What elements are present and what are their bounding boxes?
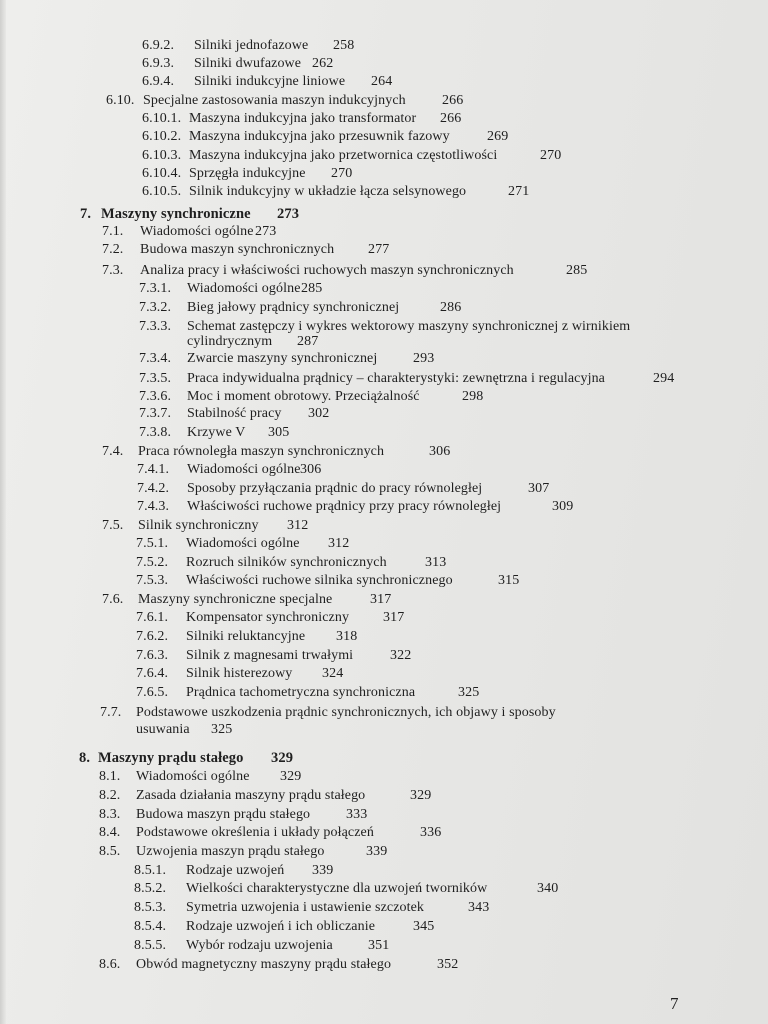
section-title: Rodzaje uzwojeń <box>186 863 285 878</box>
page-ref: 325 <box>211 722 233 737</box>
section-title: Sposoby przyłączania prądnic do pracy równoległej <box>187 481 483 496</box>
page-ref: 325 <box>458 685 480 700</box>
section-number: 7.4.2. <box>137 481 170 496</box>
section-title: Budowa maszyn synchronicznych <box>140 242 335 257</box>
chapter-title: Maszyny synchroniczne <box>101 206 251 222</box>
section-title: Maszyna indukcyjna jako przetwornica częstotliwości <box>189 148 498 163</box>
page-ref: 315 <box>498 573 520 588</box>
section-number: 8.2. <box>99 788 121 803</box>
page-ref: 318 <box>336 629 358 644</box>
page-ref: 273 <box>255 224 277 239</box>
section-title: Silniki dwufazowe <box>194 56 302 71</box>
section-number: 7.3.4. <box>139 351 172 366</box>
page-ref: 271 <box>508 184 530 199</box>
section-title: Podstawowe uszkodzenia prądnic synchronicznych, ich objawy i sposoby <box>136 705 556 720</box>
section-number: 8.5.1. <box>134 863 167 878</box>
page-number: 7 <box>670 994 679 1013</box>
section-title: Specjalne zastosowania maszyn indukcyjnych <box>143 93 406 108</box>
page-ref: 273 <box>277 206 300 222</box>
section-title: Praca indywidualna prądnicy – charakterystyki: zewnętrzna i regulacyjna <box>187 371 605 386</box>
page-ref: 317 <box>370 592 392 607</box>
section-title: Silnik histerezowy <box>186 666 293 681</box>
section-number: 6.10.3. <box>142 148 182 163</box>
section-title: Wiadomości ogólne <box>136 769 250 784</box>
section-title: Rozruch silników synchronicznych <box>186 555 387 570</box>
section-title: Sprzęgła indukcyjne <box>189 166 306 181</box>
section-number: 6.9.3. <box>142 56 175 71</box>
page-ref: 313 <box>425 555 447 570</box>
section-number: 7.3.5. <box>139 371 172 386</box>
section-number: 7.5.1. <box>136 536 169 551</box>
section-number: 7.6. <box>102 592 124 607</box>
page-ref: 294 <box>653 371 675 386</box>
section-title: Schemat zastępczy i wykres wektorowy maszyny synchronicznej z wirnikiem <box>187 319 631 334</box>
section-number: 7.5. <box>102 518 124 533</box>
section-number: 7.1. <box>102 224 124 239</box>
section-number: 7.3.7. <box>139 406 172 421</box>
section-number: 6.10.5. <box>142 184 182 199</box>
section-number: 7.2. <box>102 242 124 257</box>
page-ref: 293 <box>413 351 435 366</box>
page-ref: 333 <box>346 807 368 822</box>
section-title-continuation: cylindrycznym <box>187 334 273 349</box>
page-ref: 317 <box>383 610 405 625</box>
section-number: 8.5.4. <box>134 919 167 934</box>
page-ref: 329 <box>410 788 432 803</box>
section-number: 7.3.3. <box>139 319 172 334</box>
section-number: 8.5.3. <box>134 900 167 915</box>
section-number: 7.6.4. <box>136 666 169 681</box>
section-number: 8.5.2. <box>134 881 167 896</box>
section-title: Moc i moment obrotowy. Przeciążalność <box>187 389 420 404</box>
section-title: Wiadomości ogólne <box>187 281 301 296</box>
page-ref: 285 <box>566 263 588 278</box>
section-number: 7.6.3. <box>136 648 169 663</box>
section-number: 6.10.1. <box>142 111 182 126</box>
section-number: 6.9.2. <box>142 38 175 53</box>
section-title: Wielkości charakterystyczne dla uzwojeń tworników <box>186 881 488 896</box>
chapter-number: 7. <box>80 206 92 222</box>
section-title: Bieg jałowy prądnicy synchronicznej <box>187 300 400 315</box>
section-number: 8.3. <box>99 807 121 822</box>
page-ref: 264 <box>371 74 393 89</box>
section-number: 7.3.6. <box>139 389 172 404</box>
page-ref: 306 <box>300 462 322 477</box>
page-ref: 266 <box>442 93 464 108</box>
page-ref: 302 <box>308 406 330 421</box>
section-title: Symetria uzwojenia i ustawienie szczotek <box>186 900 425 915</box>
section-number: 8.4. <box>99 825 121 840</box>
section-number: 7.6.1. <box>136 610 169 625</box>
page-ref: 306 <box>429 444 451 459</box>
page-ref: 324 <box>322 666 344 681</box>
section-title: Praca równoległa maszyn synchronicznych <box>138 444 385 459</box>
section-title: Zwarcie maszyny synchronicznej <box>187 351 378 366</box>
section-title: Wiadomości ogólne <box>140 224 254 239</box>
section-title: Kompensator synchroniczny <box>186 610 350 625</box>
page-ref: 312 <box>287 518 309 533</box>
section-number: 7.3.8. <box>139 425 172 440</box>
section-number: 7.4. <box>102 444 124 459</box>
page-ref: 298 <box>462 389 484 404</box>
chapter-number: 8. <box>79 750 91 766</box>
section-title: Maszyny synchroniczne specjalne <box>138 592 333 607</box>
section-number: 6.10.4. <box>142 166 182 181</box>
section-title: Wybór rodzaju uzwojenia <box>186 938 333 953</box>
page-ref: 340 <box>537 881 559 896</box>
page-ref: 351 <box>368 938 390 953</box>
chapter-title: Maszyny prądu stałego <box>98 750 244 766</box>
section-title: Silniki jednofazowe <box>194 38 309 53</box>
page-ref: 309 <box>552 499 574 514</box>
section-title: Silnik synchroniczny <box>138 518 259 533</box>
page-ref: 286 <box>440 300 462 315</box>
page-ref: 277 <box>368 242 390 257</box>
page-ref: 258 <box>333 38 355 53</box>
page-ref: 305 <box>268 425 290 440</box>
section-title: Zasada działania maszyny prądu stałego <box>136 788 366 803</box>
section-title: Obwód magnetyczny maszyny prądu stałego <box>136 957 392 972</box>
section-number: 7.5.2. <box>136 555 169 570</box>
page-ref: 345 <box>413 919 435 934</box>
section-title: Silnik indukcyjny w układzie łącza selsynowego <box>189 184 467 199</box>
section-title-continuation: usuwania <box>136 722 190 737</box>
page-ref: 352 <box>437 957 459 972</box>
section-number: 7.4.1. <box>137 462 170 477</box>
section-number: 7.6.2. <box>136 629 169 644</box>
page-ref: 269 <box>487 129 509 144</box>
section-title: Maszyna indukcyjna jako przesuwnik fazowy <box>189 129 450 144</box>
section-title: Wiadomości ogólne <box>187 462 301 477</box>
section-title: Maszyna indukcyjna jako transformator <box>189 111 417 126</box>
section-title: Właściwości ruchowe prądnicy przy pracy równoległej <box>187 499 502 514</box>
page-ref: 329 <box>280 769 302 784</box>
page-ref: 336 <box>420 825 442 840</box>
section-title: Prądnica tachometryczna synchroniczna <box>186 685 416 700</box>
page-ref: 312 <box>328 536 350 551</box>
section-number: 8.5. <box>99 844 121 859</box>
section-title: Stabilność pracy <box>187 406 282 421</box>
section-number: 7.3.2. <box>139 300 172 315</box>
page-ref: 270 <box>331 166 353 181</box>
section-title: Uzwojenia maszyn prądu stałego <box>136 844 325 859</box>
section-title: Podstawowe określenia i układy połączeń <box>136 825 374 840</box>
section-title: Krzywe V <box>187 425 246 440</box>
section-number: 7.3. <box>102 263 124 278</box>
section-number: 7.3.1. <box>139 281 172 296</box>
page-ref: 322 <box>390 648 412 663</box>
section-number: 6.9.4. <box>142 74 175 89</box>
page-ref: 270 <box>540 148 562 163</box>
page-ref: 285 <box>301 281 323 296</box>
page-ref: 339 <box>366 844 388 859</box>
section-title: Budowa maszyn prądu stałego <box>136 807 311 822</box>
section-title: Silniki reluktancyjne <box>186 629 306 644</box>
page-ref: 343 <box>468 900 490 915</box>
page-ref: 329 <box>271 750 294 766</box>
section-number: 6.10.2. <box>142 129 182 144</box>
section-number: 7.6.5. <box>136 685 169 700</box>
page-ref: 339 <box>312 863 334 878</box>
section-number: 7.5.3. <box>136 573 169 588</box>
section-number: 8.1. <box>99 769 121 784</box>
page-ref: 287 <box>297 334 319 349</box>
section-number: 7.4.3. <box>137 499 170 514</box>
section-title: Rodzaje uzwojeń i ich obliczanie <box>186 919 376 934</box>
section-number: 8.5.5. <box>134 938 167 953</box>
section-title: Silniki indukcyjne liniowe <box>194 74 346 89</box>
section-title: Wiadomości ogólne <box>186 536 300 551</box>
section-number: 8.6. <box>99 957 121 972</box>
section-title: Silnik z magnesami trwałymi <box>186 648 354 663</box>
page-ref: 266 <box>440 111 462 126</box>
section-number: 6.10. <box>106 93 135 108</box>
page-ref: 307 <box>528 481 550 496</box>
section-number: 7.7. <box>100 705 122 720</box>
page-ref: 262 <box>312 56 334 71</box>
section-title: Właściwości ruchowe silnika synchronicznego <box>186 573 453 588</box>
section-title: Analiza pracy i właściwości ruchowych maszyn synchronicznych <box>140 263 514 278</box>
